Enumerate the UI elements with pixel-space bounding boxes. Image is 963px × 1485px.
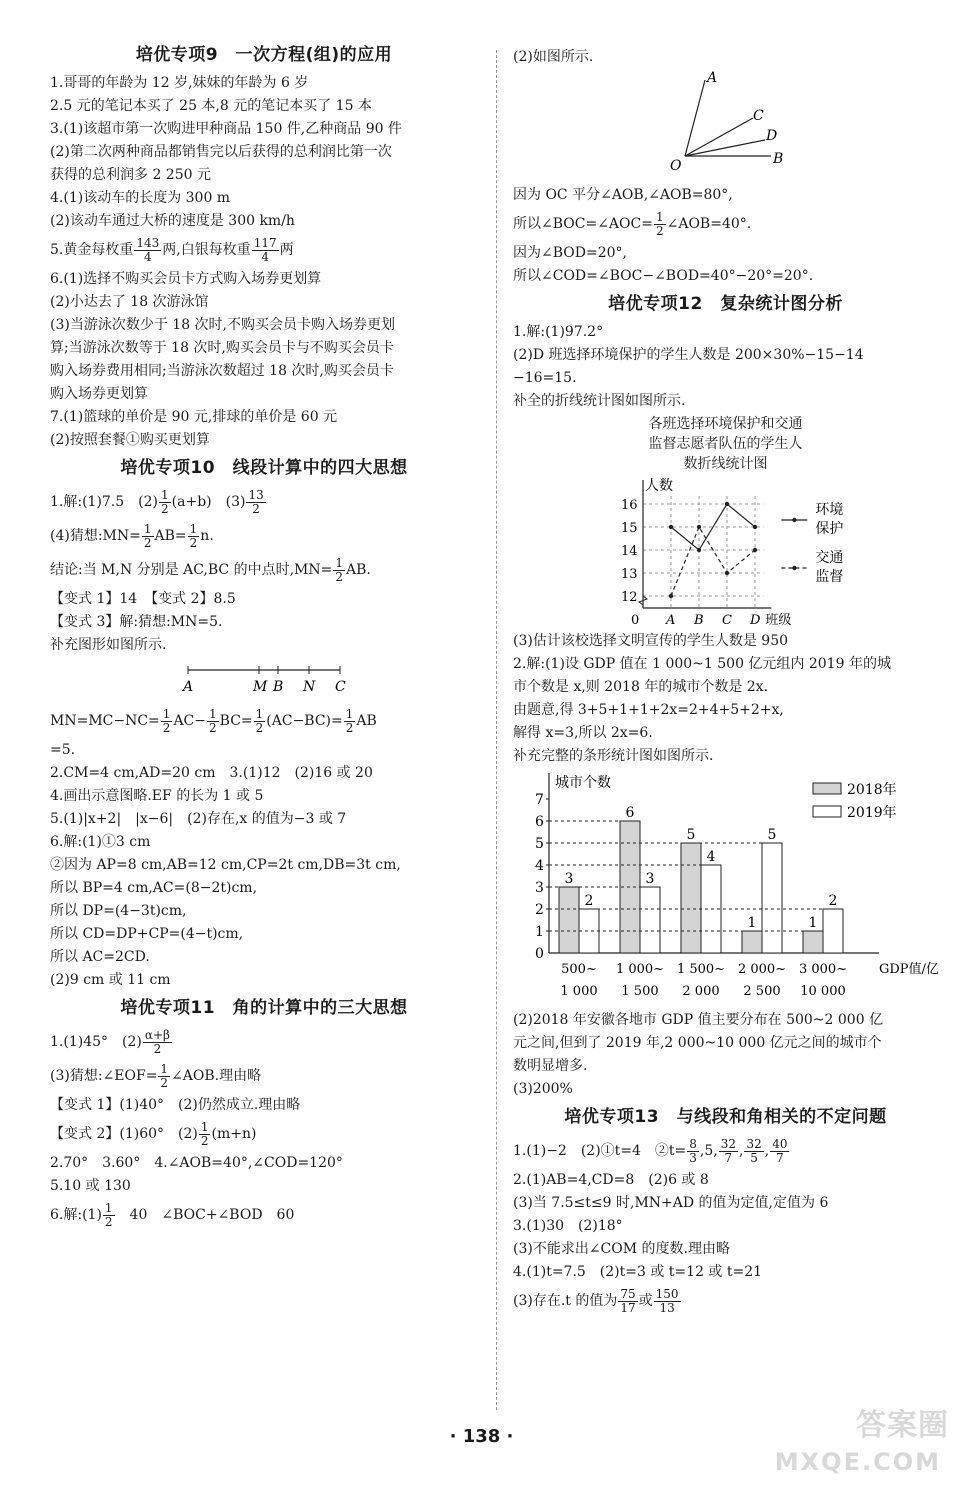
text: (3)猜想:∠EOF= — [50, 1068, 158, 1084]
ray-oc — [685, 118, 753, 156]
data-label: 1 — [747, 915, 757, 931]
text: (a+b) (3) — [171, 494, 246, 510]
numerator: 75 — [620, 1286, 636, 1301]
numerator: 1 — [255, 706, 264, 721]
y-tick-label: 1 — [535, 924, 544, 940]
bar-2019 — [762, 843, 782, 953]
fraction — [344, 708, 356, 735]
y-tick-label: 13 — [621, 567, 638, 582]
answer-line: (3)不能求出∠COM 的度数.理由略 — [513, 1241, 730, 1257]
series-env-line — [671, 504, 755, 550]
bar-2018 — [681, 843, 701, 953]
data-label: 6 — [625, 805, 635, 821]
section-title-11: 培优专项11 角的计算中的三大思想 — [120, 998, 408, 1018]
answer-line-q5 — [50, 235, 478, 265]
denominator: 5 — [750, 1150, 758, 1165]
series-env-point — [753, 525, 757, 529]
left-column — [50, 38, 478, 1234]
answer-line: (2)如图所示. — [513, 49, 594, 65]
denominator: 13 — [659, 1300, 675, 1315]
data-label: 1 — [808, 915, 818, 931]
x-tick-label: 2 000~ — [737, 962, 787, 977]
legend-swatch-2018 — [813, 783, 841, 794]
numerator: 13 — [248, 487, 264, 502]
text: AB= — [154, 528, 187, 544]
denominator: 2 — [209, 720, 217, 735]
fraction — [654, 211, 666, 238]
y-tick-label: 16 — [621, 498, 638, 513]
numerator: 1 — [104, 1200, 113, 1215]
y-tick-label: 2 — [535, 902, 544, 918]
ray-oa — [685, 80, 705, 156]
answer-line: 元之间,但到了 2019 年,2 000~10 000 亿元之间的城市个 — [513, 1035, 882, 1051]
text: ,5, — [699, 1143, 718, 1159]
fraction — [687, 1138, 699, 1165]
mn-equation — [50, 706, 478, 736]
x-tick-label: 2 000 — [682, 984, 720, 999]
answer-line-q1-3 — [50, 1061, 478, 1091]
numerator: 1 — [335, 555, 343, 570]
fraction — [103, 1202, 115, 1229]
watermark-url: MXQE.COM — [774, 1448, 941, 1476]
answer-line: (3)200% — [513, 1081, 573, 1097]
answer-line: 数明显增多. — [513, 1058, 588, 1074]
text: (3)存在.t 的值为 — [513, 1293, 618, 1309]
data-label: 5 — [767, 827, 777, 843]
series-env-point — [725, 502, 729, 506]
answer-line: 1.哥哥的年龄为 12 岁,妹妹的年龄为 6 岁 — [50, 75, 309, 91]
denominator: 2 — [104, 1214, 113, 1229]
x-tick-label: 10 000 — [800, 984, 846, 999]
answer-line: 2.70° 3.60° 4.∠AOB=40°,∠COD=120° — [50, 1155, 343, 1171]
series-traffic-point — [753, 548, 757, 552]
denominator: 4 — [261, 249, 269, 264]
origin-label: 0 — [631, 613, 640, 626]
y-tick-label: 3 — [535, 880, 544, 896]
answer-line: 补全的折线统计图如图所示. — [513, 393, 686, 409]
section-title-13: 培优专项13 与线段和角相关的不定问题 — [564, 1107, 887, 1127]
legend-label-2018: 2018年 — [847, 782, 897, 798]
label-c: C — [335, 679, 346, 695]
text: 1.(1)45° (2) — [50, 1034, 142, 1050]
y-tick-label: 0 — [535, 946, 544, 962]
section-title-12: 培优专项12 复杂统计图分析 — [608, 294, 843, 314]
y-tick-label: 14 — [621, 544, 638, 559]
y-tick-label: 6 — [535, 814, 544, 830]
answer-line: 3.(1)30 (2)18° — [513, 1218, 623, 1234]
label-b: B — [273, 679, 284, 695]
answer-line: (2)第二次两种商品都销售完以后获得的总利润比第一次 — [50, 144, 392, 160]
answer-line: (2)D 班选择环境保护的学生人数是 200×30%−15−14 — [513, 347, 864, 363]
x-tick-label: 1 500~ — [676, 962, 726, 977]
answer-line: 5.(1)|x+2| |x−6| (2)存在,x 的值为−3 或 7 — [50, 811, 347, 827]
answer-line: 1.解:(1)97.2° — [513, 324, 604, 340]
data-label: 4 — [706, 849, 716, 865]
answer-line: 所以∠COD=∠BOC−∠BOD=40°−20°=20°. — [513, 268, 814, 284]
answer-line: −16=15. — [513, 370, 577, 386]
answer-line: 2.解:(1)设 GDP 值在 1 000~1 500 亿元组内 2019 年的城 — [513, 656, 891, 672]
section-title-9: 培优专项9 一次方程(组)的应用 — [135, 45, 393, 65]
line-chart-title — [513, 414, 938, 474]
y-axis-label: 城市个数 — [555, 775, 611, 791]
bar-2018 — [559, 887, 579, 953]
numerator: 1 — [161, 487, 169, 502]
answer-line: =5. — [50, 742, 76, 758]
numerator: 150 — [655, 1286, 679, 1301]
fraction — [618, 1288, 637, 1315]
numerator: 1 — [160, 1061, 169, 1076]
denominator: 2 — [655, 223, 664, 238]
answer-line: (2)按照套餐①购买更划算 — [50, 432, 210, 448]
answer-line: 获得的总利润多 2 250 元 — [50, 167, 211, 183]
fraction — [161, 708, 173, 735]
fraction — [246, 489, 265, 516]
y-tick-label: 7 — [535, 792, 544, 808]
text: 或 — [638, 1293, 653, 1309]
text: (4)猜想:MN= — [50, 528, 141, 544]
answer-line: 补充完整的条形统计图如图所示. — [513, 748, 714, 764]
legend-label: 交通 — [815, 550, 844, 566]
text: AB — [356, 713, 377, 729]
x-axis-label: 班级 — [765, 613, 792, 626]
section-title-10: 培优专项10 线段计算中的四大思想 — [120, 458, 408, 478]
text: BC= — [219, 713, 253, 729]
fraction — [252, 237, 279, 264]
answer-line: 市个数是 x,则 2018 年的城市个数是 2x. — [513, 679, 769, 695]
bar-2018 — [803, 931, 823, 953]
y-axis-label: 人数 — [645, 478, 673, 494]
answer-line-frac — [513, 209, 938, 239]
numerator: 1 — [189, 521, 198, 536]
numerator: 1 — [143, 521, 152, 536]
answer-line: 5.10 或 130 — [50, 1178, 131, 1194]
numerator: 40 — [772, 1136, 788, 1151]
label-a: A — [183, 679, 194, 695]
fraction — [199, 1121, 211, 1148]
answer-line: 所以 DP=(4−3t)cm, — [50, 903, 187, 919]
numerator: 1 — [209, 706, 217, 721]
denominator: 2 — [335, 569, 343, 584]
denominator: 17 — [620, 1300, 636, 1315]
text: (m+n) — [211, 1126, 257, 1142]
legend-swatch-2019 — [813, 806, 841, 817]
answer-line: 所以 CD=DP+CP=(4−t)cm, — [50, 926, 244, 942]
numerator: 1 — [655, 209, 664, 224]
answer-line-q1 — [50, 487, 478, 517]
x-tick-label: D — [750, 613, 761, 626]
right-column — [513, 44, 938, 1320]
y-tick-label: 15 — [621, 521, 638, 536]
numerator: 32 — [720, 1136, 737, 1151]
data-label: 3 — [645, 871, 655, 887]
answer-line: 购入场券费用相同;当游泳次数超过 18 次时,购买会员卡 — [50, 363, 394, 379]
answer-line: 4.(1)该动车的长度为 300 m — [50, 190, 231, 206]
title-line: 监督志愿者队伍的学生人 — [648, 436, 803, 452]
answer-line: 4.画出示意图略.EF 的长为 1 或 5 — [50, 788, 264, 804]
text: 结论:当 M,N 分别是 AC,BC 的中点时,MN= — [50, 562, 333, 578]
numerator: 143 — [136, 235, 160, 250]
answer-line: 2.5 元的笔记本买了 25 本,8 元的笔记本买了 15 本 — [50, 98, 372, 114]
page-number: · 138 · — [449, 1426, 514, 1447]
title-line: 数折线统计图 — [683, 456, 768, 472]
denominator: 2 — [345, 720, 354, 735]
x-tick-label: B — [694, 613, 704, 626]
bar-2019 — [640, 887, 660, 953]
text: 6.解:(1) — [50, 1207, 102, 1223]
line-chart — [513, 476, 938, 626]
answer-line: 7.(1)篮球的单价是 90 元,排球的单价是 60 元 — [50, 409, 338, 425]
fraction — [744, 1138, 763, 1165]
fraction — [207, 708, 219, 735]
denominator: 4 — [143, 249, 152, 264]
answer-line: ②因为 AP=8 cm,AB=12 cm,CP=2t cm,DB=3t cm, — [50, 857, 401, 873]
fraction — [188, 523, 200, 550]
bar-chart — [513, 769, 938, 1003]
label-b: B — [773, 151, 784, 167]
legend-marker — [792, 518, 796, 522]
answer-line: 所以 BP=4 cm,AC=(8−2t)cm, — [50, 880, 258, 896]
fraction — [143, 1029, 172, 1056]
text: 所以∠BOC=∠AOC= — [513, 216, 653, 232]
denominator: 2 — [255, 720, 264, 735]
fraction — [159, 489, 171, 516]
legend-label: 保护 — [815, 521, 844, 537]
label-d: D — [766, 128, 778, 144]
answer-line-var2 — [50, 1119, 478, 1149]
numerator: 1 — [345, 706, 354, 721]
answer-line: 4.(1)t=7.5 (2)t=3 或 t=12 或 t=21 — [513, 1264, 763, 1280]
denominator: 2 — [252, 501, 260, 516]
numerator: 1 — [162, 706, 171, 721]
y-tick-label: 4 — [535, 858, 544, 874]
angle-diagram — [513, 70, 938, 178]
answer-line: (3)当 7.5≤t≤9 时,MN+AD 的值为定值,定值为 6 — [513, 1195, 829, 1211]
answer-line: 6.(1)选择不购买会员卡方式购入场券更划算 — [50, 271, 322, 287]
data-label: 5 — [686, 827, 696, 843]
text: ∠AOB.理由略 — [171, 1068, 262, 1084]
text: ∠AOB=40°. — [666, 216, 752, 232]
answer-line-q1 — [513, 1136, 938, 1166]
text: , — [739, 1143, 744, 1159]
answer-line: 【变式 3】解:猜想:MN=5. — [50, 614, 223, 630]
answer-line: (2)2018 年安徽各地市 GDP 值主要分布在 500~2 000 亿 — [513, 1012, 884, 1028]
ray-od — [685, 140, 765, 156]
answer-line-q6 — [50, 1200, 478, 1230]
text: (AC−BC)= — [266, 713, 343, 729]
denominator: 2 — [143, 535, 152, 550]
label-n: N — [303, 679, 316, 695]
y-tick-label: 12 — [621, 590, 638, 605]
text: AB. — [346, 562, 371, 578]
answer-line-q1-4 — [50, 521, 478, 551]
series-traffic-point — [725, 571, 729, 575]
denominator: 2 — [160, 1075, 169, 1090]
fraction — [333, 557, 345, 584]
text: MN=MC−NC= — [50, 713, 160, 729]
conclusion-line — [50, 555, 478, 585]
answer-line: (2)9 cm 或 11 cm — [50, 972, 171, 988]
answer-line-q4-3 — [513, 1286, 938, 1316]
answer-line: (3)当游泳次数少于 18 次时,不购买会员卡购入场券更划 — [50, 317, 395, 333]
data-label: 2 — [828, 893, 838, 909]
answer-line: (2)该动车通过大桥的速度是 300 km/h — [50, 213, 295, 229]
x-tick-label: 3 000~ — [798, 962, 848, 977]
answer-line: 3.(1)该超市第一次购进甲种商品 150 件,乙种商品 90 件 — [50, 121, 402, 137]
label-o: O — [670, 158, 682, 174]
answer-line: 因为 OC 平分∠AOB,∠AOB=80°, — [513, 187, 733, 203]
column-divider — [496, 50, 497, 1410]
answer-line: 购入场券更划算 — [50, 386, 148, 402]
denominator: 2 — [200, 1133, 209, 1148]
answer-line: 因为∠BOD=20°, — [513, 245, 627, 261]
x-tick-label: 1 000 — [560, 984, 598, 999]
numerator: 1 — [200, 1119, 209, 1134]
text: AC− — [173, 713, 206, 729]
answer-line: (3)估计该校选择文明宣传的学生人数是 950 — [513, 633, 789, 649]
bar-2019 — [823, 909, 843, 953]
data-label: 2 — [584, 893, 594, 909]
fraction — [770, 1138, 789, 1165]
denominator: 2 — [161, 501, 169, 516]
denominator: 2 — [162, 720, 171, 735]
x-tick-label: 500~ — [561, 962, 597, 977]
watermark-logo: 答案圈 — [856, 1408, 949, 1443]
answer-line: 解得 x=3,所以 2x=6. — [513, 725, 653, 741]
answer-line: 2.(1)AB=4,CD=8 (2)6 或 8 — [513, 1172, 709, 1188]
answer-line: 【变式 1】(1)40° (2)仍然成立.理由略 — [50, 1097, 301, 1113]
line-chart-block — [513, 414, 938, 628]
denominator: 3 — [689, 1150, 697, 1165]
text: 【变式 2】(1)60° (2) — [50, 1126, 198, 1142]
legend-label: 监督 — [815, 569, 844, 585]
x-tick-label: 1 500 — [621, 984, 659, 999]
text: 5.黄金每枚重 — [50, 242, 134, 258]
x-axis-label: GDP值/亿 — [879, 962, 938, 977]
fraction — [158, 1063, 170, 1090]
numerator: 117 — [253, 235, 277, 250]
label-c: C — [753, 108, 764, 124]
fraction — [654, 1288, 681, 1315]
text: 40 ∠BOC+∠BOD 60 — [115, 1207, 295, 1223]
answer-line: 6.解:(1)①3 cm — [50, 834, 151, 850]
text: 两,白银每枚重 — [162, 242, 251, 258]
legend-label-2019: 2019年 — [847, 805, 897, 821]
x-tick-label: 2 500 — [743, 984, 781, 999]
answer-line: 补充图形如图所示. — [50, 637, 167, 653]
answer-line: 所以 AC=2CD. — [50, 949, 150, 965]
denominator: 7 — [724, 1150, 733, 1165]
series-env-point — [669, 525, 673, 529]
legend-marker — [792, 566, 796, 570]
answer-line: 算;当游泳次数等于 18 次时,购买会员卡与不购买会员卡 — [50, 340, 394, 356]
fraction — [254, 708, 266, 735]
answer-line: 【变式 1】14 【变式 2】8.5 — [50, 591, 236, 607]
series-traffic-point — [697, 525, 701, 529]
denominator: 7 — [776, 1150, 784, 1165]
legend-label: 环境 — [815, 502, 844, 518]
fraction — [142, 523, 154, 550]
text: 1.解:(1)7.5 (2) — [50, 494, 159, 510]
answer-line-q1 — [50, 1027, 478, 1057]
label-a: A — [707, 70, 718, 86]
denominator: 2 — [153, 1041, 162, 1056]
answer-line: (2)小达去了 18 次游泳馆 — [50, 294, 209, 310]
series-traffic-point — [669, 594, 673, 598]
x-tick-label: C — [722, 613, 732, 626]
bar-2018 — [742, 931, 762, 953]
label-m: M — [253, 679, 268, 695]
segment-diagram — [50, 658, 478, 698]
data-label: 3 — [564, 871, 574, 887]
title-line: 各班选择环境保护和交通 — [648, 416, 803, 432]
text: n. — [200, 528, 214, 544]
series-env-point — [697, 548, 701, 552]
x-tick-label: 1 000~ — [615, 962, 665, 977]
y-tick-label: 5 — [535, 836, 544, 852]
text: 1.(1)−2 (2)①t=4 ②t= — [513, 1143, 687, 1159]
denominator: 2 — [189, 535, 198, 550]
text: 两 — [279, 242, 294, 258]
numerator: 32 — [746, 1136, 762, 1151]
fraction — [134, 237, 161, 264]
answer-line: 2.CM=4 cm,AD=20 cm 3.(1)12 (2)16 或 20 — [50, 765, 373, 781]
numerator: 8 — [689, 1136, 697, 1151]
answer-line: 由题意,得 3+5+1+1+2x=2+4+5+2+x, — [513, 702, 784, 718]
text: , — [764, 1143, 770, 1159]
fraction — [719, 1138, 738, 1165]
x-tick-label: A — [666, 613, 676, 626]
numerator: α+β — [144, 1027, 170, 1042]
